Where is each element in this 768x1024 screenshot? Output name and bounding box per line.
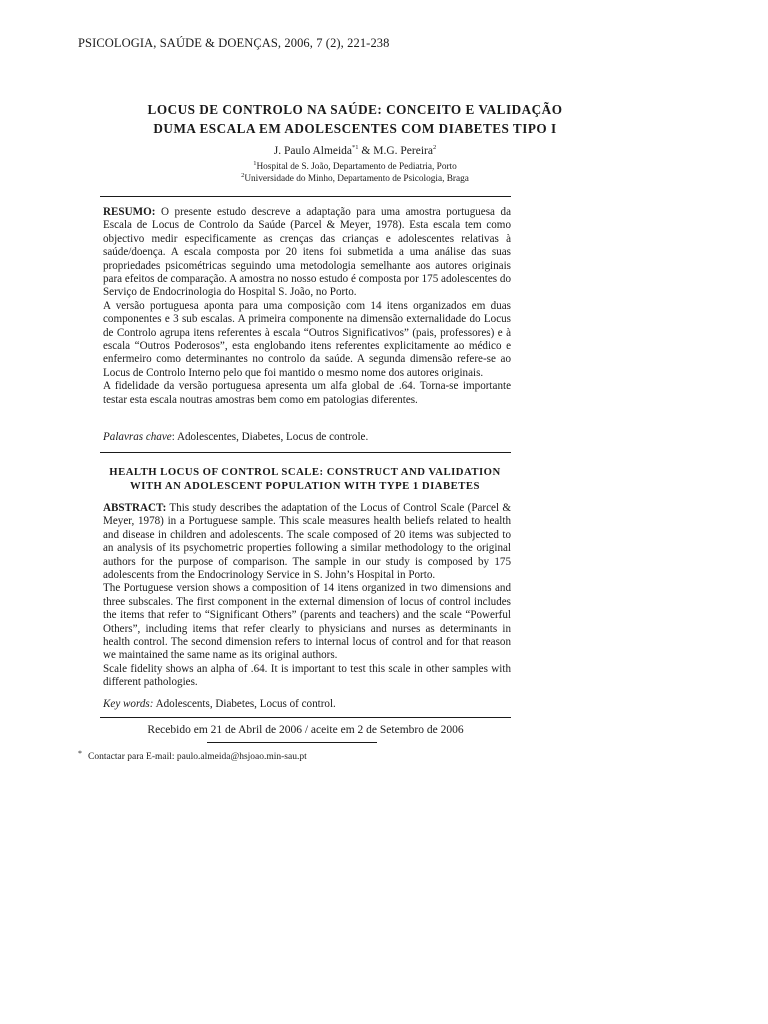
article-title [80,100,630,138]
received-date: Recebido em 21 de Abril de 2006 / aceite em 2 de Setembro de 2006 [147,724,464,736]
key-words [103,698,511,710]
resumo-label: RESUMO: [103,206,156,218]
author-2: M.G. Pereira [373,145,433,157]
english-title-line-1: HEALTH LOCUS OF CONTROL SCALE: CONSTRUCT AND VALIDATION [109,466,501,478]
english-title-line-2: WITH AN ADOLESCENT POPULATION WITH TYPE 1 DIABETES [130,480,480,492]
abstract-paragraph-2: The Portuguese version shows a composition of 14 itens organized in two dimensions and three subscales. The first component in the external dimension of locus of control includes the items that refer to “Significant Others” (parents and teachers) and the scale “Powerful Others”, including items that refer clearly to physicians and nurses as determinants in health control. The second dimension refers to internal locus of control and for that reason we maintained the same name as its original authors. [103,582,511,662]
affiliation-2-mark: 2 [241,171,245,179]
palavras-chave [103,431,511,443]
author-1-marks: *1 [352,144,359,152]
received-underline [207,742,377,743]
title-line-1: LOCUS DE CONTROLO NA SAÚDE: CONCEITO E VALIDAÇÃO [147,102,563,117]
resumo-paragraph-2: A versão portuguesa aponta para uma composição com 14 itens organizados em duas componentes e 3 sub escalas. A primeira componente na dimensão externalidade do Locus de Controlo agrupa itens referentes à escala “Outros Significativos” (pais, professores) e à escala “Outros Poderosos”, esta englobando itens referentes explicitamente ao médico e enfermeiro como determinantes no controlo da saúde. A segunda dimensão refere-se ao Locus de Controlo Interno pelo que foi mantido o mesmo nome dos autores originais. [103,299,511,379]
affiliation-1-mark: 1 [253,159,257,167]
key-words-text: Adolescents, Diabetes, Locus of control. [153,698,336,710]
author-2-mark: 2 [432,144,437,152]
divider-middle [100,452,511,453]
journal-header: PSICOLOGIA, SAÚDE & DOENÇAS, 2006, 7 (2), 221-238 [78,36,390,50]
resumo-paragraph-1 [103,206,511,300]
footnote-mark: * [78,749,82,758]
abstract-label: ABSTRACT: [103,502,167,514]
abstract-block [103,502,511,690]
divider-bottom [100,717,511,718]
footnote [78,749,307,762]
author-conjunction: & [358,145,374,157]
abstract-paragraph-1 [103,502,511,582]
title-line-2: DUMA ESCALA EM ADOLESCENTES COM DIABETES TIPO I [153,121,557,136]
affiliation-2 [80,171,630,184]
author-1: J. Paulo Almeida [273,145,353,157]
footnote-text: Contactar para E-mail: paulo.almeida@hsjoao.min-sau.pt [88,752,307,762]
palavras-chave-label: Palavras chave [103,431,172,443]
divider-top [100,196,511,197]
resumo-text-1: O presente estudo descreve a adaptação para uma amostra portuguesa da Escala de Locus de Controlo da Saúde (Parcel & Meyer, 1978). Esta escala tem como objectivo medir especificamente as crenças das crianças e adolescentes relativas à saúde/doença. A escala composta por 20 itens foi submetida a uma análise das suas propriedades psicométricas seguindo uma metodologia semelhante aos autores originais para efeitos de comparação. A amostra no nosso estudo é composta por 175 adolescentes do Serviço de Endocrinologia do Hospital S. João, no Porto. [103,206,511,299]
resumo-block [103,206,511,407]
affiliation-1-text: Hospital de S. João, Departamento de Pediatria, Porto [256,162,457,172]
affiliation-1 [80,159,630,172]
abstract-paragraph-3: Scale fidelity shows an alpha of .64. It is important to test this scale in other samples with different pathologies. [103,662,511,689]
authors [80,145,630,157]
abstract-text-1: This study describes the adaptation of the Locus of Control Scale (Parcel & Meyer, 1978) in a Portuguese sample. This scale measures health beliefs related to health and disease in children and adolescents. The scale composed of 20 items was subjected to an analysis of its psychometric properties following a similar methodology to the original authors for the purpose of comparison. The sample in our study is composed by 175 adolescents from the Endocrinology Service in S. John’s Hospital in Porto. [103,502,511,582]
key-words-label: Key words: [103,698,154,710]
palavras-chave-text: : Adolescentes, Diabetes, Locus de controle. [171,431,369,443]
resumo-paragraph-3: A fidelidade da versão portuguesa apresenta um alfa global de .64. Torna-se importante testar esta escala noutras amostras bem como em patologias diferentes. [103,380,511,406]
english-title [75,465,535,493]
affiliation-2-text: Universidade do Minho, Departamento de Psicologia, Braga [244,174,469,184]
